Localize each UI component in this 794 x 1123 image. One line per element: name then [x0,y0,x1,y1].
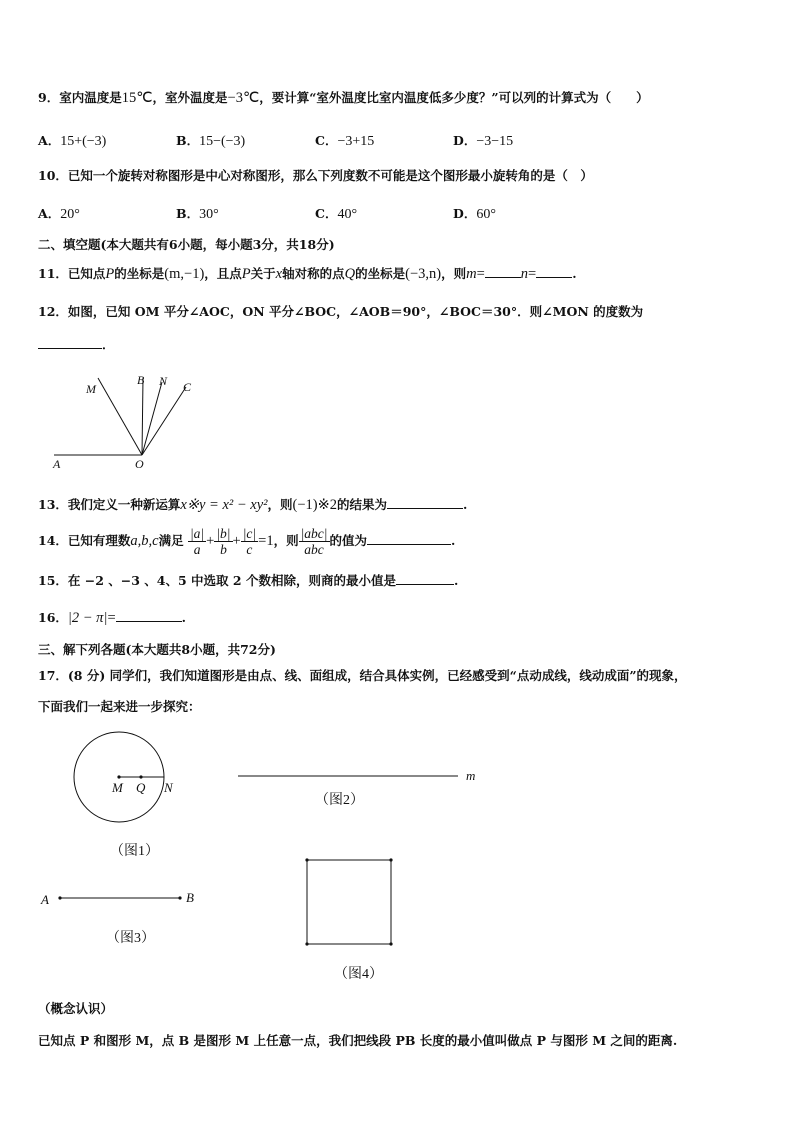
concept-definition: 已知点 P 和图形 M，点 B 是图形 M 上任意一点，我们把线段 PB 长度的最小值叫做点 P 与图形 M 之间的距离. [38,1033,678,1048]
q9-temp-out: −3℃ [227,90,260,106]
q17-line-2: 下面我们一起来进一步探究： [38,699,201,714]
q17-line-1: 17．(8 分) 同学们，我们知道图形是由点、线、面组成，结合具体实例，已经感受到“点动成线，线动成面”的现象， [38,668,687,683]
q12-answer-line: ． [38,335,756,353]
section-3-heading: 三、解下列各题(本大题共8小题，共72分) [38,642,276,657]
q9-option-d[interactable]: D．−3−15 [453,133,514,149]
q10-option-b[interactable]: B．30° [176,206,219,222]
q10-option-a[interactable]: A．20° [38,206,80,222]
fig3-label-a: A [41,892,49,907]
q11-stem: 11．已知点P的坐标是(m,−1)，且点P关于x轴对称的点Q的坐标是(−3,n)，则m= n= . [38,266,577,282]
fig3-label-b: B [186,890,194,905]
q12-label-a: A [53,457,61,471]
q14-fraction-a: $\frac{|a|}{a}$ [189,526,205,557]
fig2-caption: （图2） [315,793,364,808]
fig4-caption: （图4） [334,967,383,982]
section-2-heading: 二、填空题(本大题共有6小题，每小题3分，共18分) [38,237,335,252]
q9-option-c[interactable]: C．−3+15 [315,133,375,149]
q10-stem: 10．已知一个旋转对称图形是中心对称图形，那么下列度数不可能是这个图形最小旋转角的是（ ） [38,168,593,183]
concept-title: （概念认识） [38,1001,114,1016]
q12-label-m: M [86,382,96,396]
fig1-caption: （图1） [110,844,159,859]
q10-option-c[interactable]: C．40° [315,206,358,222]
fig1-point-q [139,775,142,778]
fig1-point-m [117,775,120,778]
q14-fraction-c: $\frac{|c|}{c}$ [242,526,257,557]
q12-label-c: C [183,380,192,394]
fig1-label-n: N [164,780,173,795]
q12-stem: 12．如图，已知 OM 平分∠AOC，ON 平分∠BOC，∠AOB＝90°，∠BOC＝30°．则∠MON 的度数为 [38,304,644,319]
q13-stem: 13．我们定义一种新运算x※y = x² − xy²，则(−1)※2的结果为 . [38,497,468,513]
fig4-square [307,860,391,944]
q14-stem: 14．已知有理数a,b,c满足 $\frac{|a|}{a}$ + $\frac{|b|}{b}$ + $\frac{|c|}{c}$ =1，则 $\frac{\text{|abc|}}{\text{abc}}$ 的值为 . [38,526,456,557]
q10-option-d[interactable]: D．60° [453,206,496,222]
q9-temp-in: 15℃ [121,90,153,106]
q16-stem: 16．|2 − π|= . [38,610,186,626]
fig3-caption: （图3） [106,931,155,946]
q14-fraction-abc: $\frac{\text{|abc|}}{\text{abc}}$ [300,526,328,557]
q14-fraction-b: $\frac{|b|}{b}$ [216,526,231,557]
q12-label-b: B [137,373,145,387]
q15-stem: 15．在 −2 、−3 、4、5 中选取 2 个数相除，则商的最小值是 . [38,573,459,588]
q9-stem: 9．室内温度是15℃，室外温度是−3℃，要计算“室外温度比室内温度低多少度？”可以列的计算式为（ ） [38,90,649,106]
fig2-label-m: m [466,768,476,783]
q9-option-b[interactable]: B．15−(−3) [176,133,246,149]
fig1-label-q: Q [136,780,146,795]
q9-option-a[interactable]: A．15+(−3) [38,133,107,149]
q12-label-o: O [135,457,144,471]
q12-label-n: N [159,374,168,388]
fig1-label-m: M [112,780,123,795]
fig3-point-b [178,896,181,899]
fig3-point-a [58,896,61,899]
